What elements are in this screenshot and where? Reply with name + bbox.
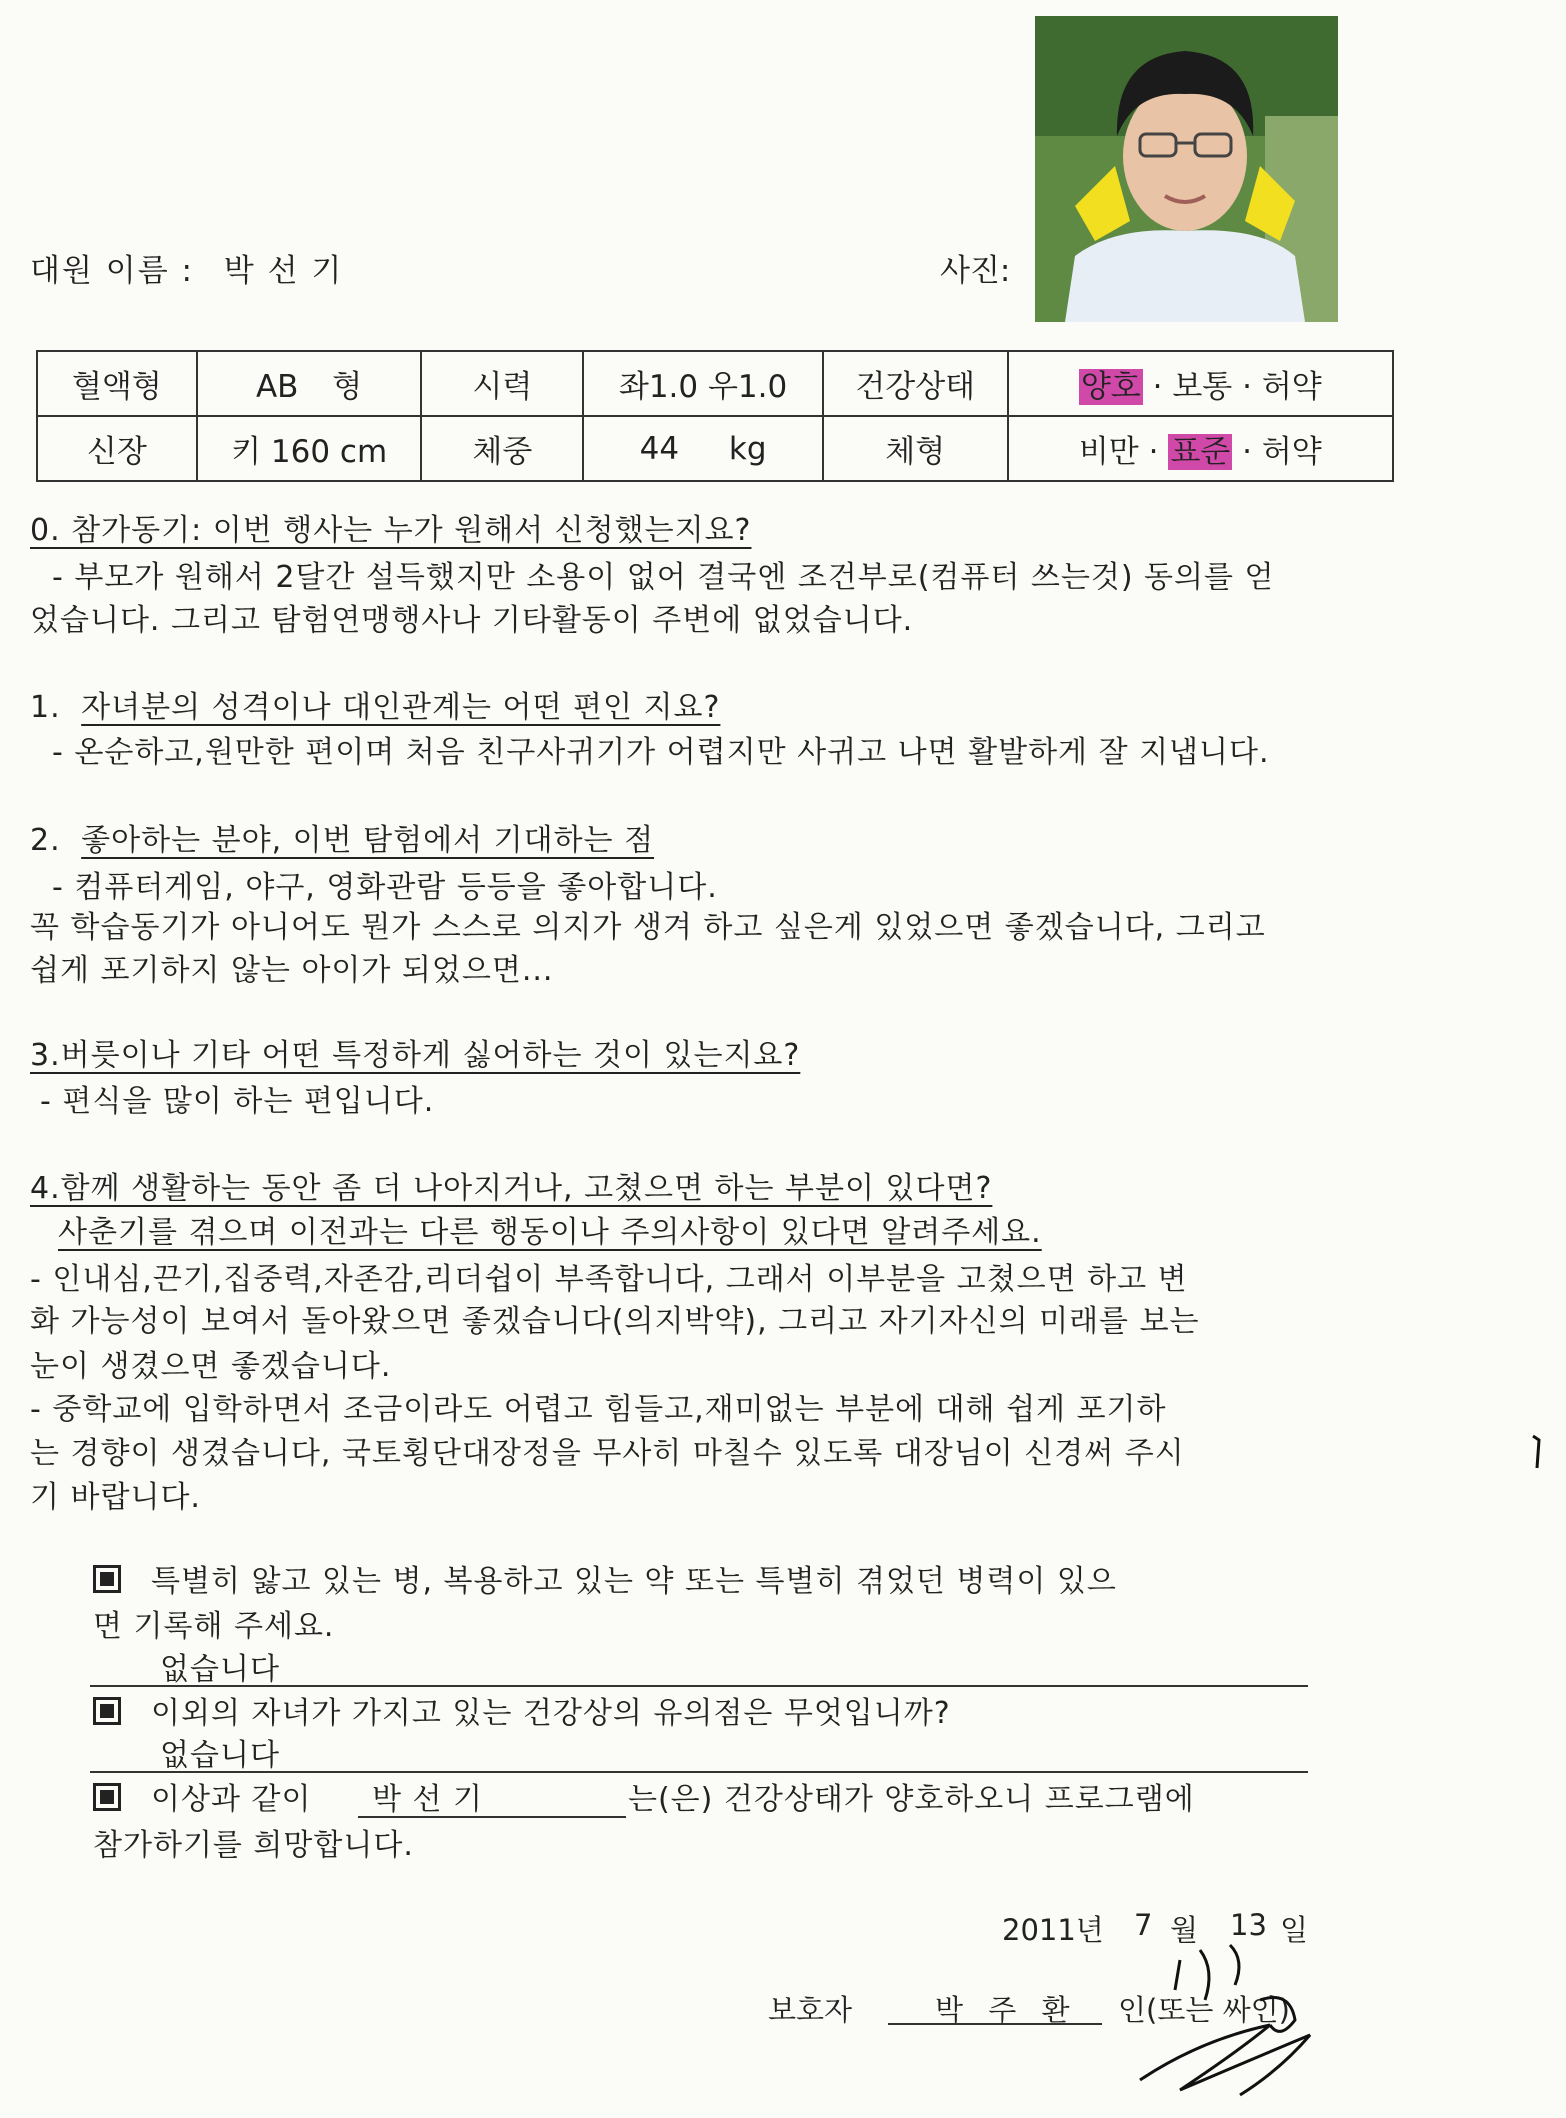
handwritten-signature: [1120, 1930, 1350, 2110]
body-type-options: [1008, 416, 1393, 481]
checkbox-filled-icon: [93, 1783, 121, 1811]
health-item-3-prefix: 이상과 같이: [151, 1782, 312, 1817]
health-item-2-answer: 없습니다: [160, 1738, 280, 1773]
question-1: [30, 682, 720, 726]
health-item-2-text: 이외의 자녀가 가지고 있는 건강상의 유의점은 무엇입니까?: [151, 1696, 951, 1731]
question-2: [30, 815, 654, 859]
answer-2-line3: 쉽게 포기하지 않는 아이가 되었으면...: [30, 953, 554, 988]
date-month-label: 월: [1170, 1913, 1199, 1947]
weight-label: 체중: [421, 416, 583, 481]
table-row: [37, 351, 1393, 416]
sign-label: 인(또는 싸인): [1118, 1993, 1290, 2027]
question-4: [30, 1163, 992, 1207]
health-option-good: 양호: [1080, 369, 1141, 405]
health-item-1-line2: 면 기록해 주세요.: [93, 1609, 335, 1644]
blood-type-label: 혈액형: [37, 351, 197, 416]
table-row: [37, 416, 1393, 481]
health-item-3: [93, 1778, 311, 1821]
answer-4-line6: 기 바랍니다.: [30, 1480, 201, 1515]
photo-label: 사진:: [940, 253, 1011, 289]
date-day-number: 13: [1230, 1908, 1267, 1942]
separator: ·: [1242, 434, 1252, 470]
body-type-label: 체형: [823, 416, 1008, 481]
answer-4-line2: 화 가능성이 보여서 돌아왔으면 좋겠습니다(의지박약), 그리고 자기자신의 미래를 보는: [30, 1304, 1200, 1339]
answer-3-line1: - 편식을 많이 하는 편입니다.: [40, 1084, 435, 1119]
health-item-2: [93, 1692, 951, 1735]
body-option-standard: 표준: [1170, 434, 1231, 470]
answer-4-line4: - 중학교에 입학하면서 조금이라도 어렵고 힘들고,재미없는 부분에 대해 쉽게 포기하: [30, 1392, 1167, 1427]
answer-2-line2: 꼭 학습동기가 아니어도 뭔가 스스로 의지가 생겨 하고 싶은게 있었으면 좋겠습니다, 그리고: [30, 910, 1266, 945]
vision-value: 좌1.0 우1.0: [583, 351, 823, 416]
question-1-text: 자녀분의 성격이나 대인관계는 어떤 편인 지요?: [81, 690, 721, 725]
info-table: [36, 350, 1394, 482]
height-value: 키 160 cm: [197, 416, 422, 481]
checkbox-filled-icon: [93, 1565, 121, 1593]
answer-4-line1: - 인내심,끈기,집중력,자존감,리더쉽이 부족합니다, 그래서 이부분을 고쳤으면 하고 변: [30, 1262, 1188, 1297]
answer-underline: [90, 1771, 1308, 1773]
answer-underline: [90, 1685, 1308, 1687]
member-name-label: 대원 이름 :: [30, 253, 194, 289]
answer-2-line1: - 컴퓨터게임, 야구, 영화관람 등등을 좋아합니다.: [52, 870, 718, 905]
guardian-label: 보호자: [768, 1993, 853, 2027]
health-item-1-answer: 없습니다: [160, 1652, 280, 1687]
health-status-label: 건강상태: [823, 351, 1008, 416]
question-3: [30, 1030, 800, 1074]
date-day-label: 일: [1280, 1913, 1309, 1947]
health-item-1: [93, 1560, 1117, 1603]
health-option-weak: 허약: [1261, 369, 1322, 405]
blood-type-value: AB 형: [197, 351, 422, 416]
answer-1-line1: - 온순하고,원만한 편이며 처음 친구사귀기가 어렵지만 사귀고 나면 활발하게 잘 지냅니다.: [52, 735, 1270, 770]
margin-mark: [1530, 1432, 1544, 1472]
question-2-number: 2.: [30, 823, 61, 858]
weight-value: 44 kg: [583, 416, 823, 481]
answer-0-line2: 었습니다. 그리고 탐험연맹행사나 기타활동이 주변에 없었습니다.: [30, 603, 914, 638]
question-0: [30, 505, 751, 549]
guardian-name: 박 주 환: [935, 1993, 1078, 2027]
health-item-3-name: 박 선 기: [372, 1782, 484, 1817]
body-option-obese: 비만: [1078, 434, 1139, 470]
vision-label: 시력: [421, 351, 583, 416]
height-label: 신장: [37, 416, 197, 481]
separator: ·: [1152, 369, 1163, 405]
name-underline: [358, 1816, 626, 1818]
date-month-number: 7: [1134, 1908, 1153, 1942]
body-option-slim: 허약: [1261, 434, 1322, 470]
separator: ·: [1148, 434, 1159, 470]
date-year: 2011년: [1002, 1913, 1104, 1947]
answer-4-line5: 는 경향이 생겼습니다, 국토횡단대장정을 무사히 마칠수 있도록 대장님이 신경써 주시: [30, 1436, 1185, 1471]
health-item-3-line2: 참가하기를 희망합니다.: [93, 1828, 414, 1863]
guardian-underline: [888, 2023, 1102, 2025]
question-0-text: 0. 참가동기: 이번 행사는 누가 원해서 신청했는지요?: [30, 513, 752, 548]
member-name-line: [30, 245, 343, 290]
applicant-photo: [1035, 16, 1338, 322]
question-4-text: 4.함께 생활하는 동안 좀 더 나아지거나, 고쳤으면 하는 부분이 있다면?: [30, 1171, 993, 1206]
answer-4-line3: 눈이 생겼으면 좋겠습니다.: [30, 1349, 392, 1384]
question-1-number: 1.: [30, 690, 61, 725]
health-status-options: [1008, 351, 1393, 416]
member-name-value: 박 선 기: [223, 253, 344, 289]
answer-0-line1: - 부모가 원해서 2달간 설득했지만 소용이 없어 결국엔 조건부로(컴퓨터 쓰는것) 동의를 얻: [52, 560, 1275, 595]
question-3-text: 3.버릇이나 기타 어떤 특정하게 싫어하는 것이 있는지요?: [30, 1038, 801, 1073]
question-4-text-line2: 사춘기를 겪으며 이전과는 다른 행동이나 주의사항이 있다면 알려주세요.: [58, 1215, 1042, 1250]
checkbox-filled-icon: [93, 1697, 121, 1725]
health-option-normal: 보통: [1172, 369, 1233, 405]
question-2-text: 좋아하는 분야, 이번 탐험에서 기대하는 점: [81, 823, 655, 858]
health-item-1-text: 특별히 앓고 있는 병, 복용하고 있는 약 또는 특별히 겪었던 병력이 있으: [151, 1564, 1117, 1599]
separator: ·: [1242, 369, 1252, 405]
health-item-3-suffix: 는(은) 건강상태가 양호하오니 프로그램에: [628, 1782, 1195, 1817]
question-4-line2: [58, 1207, 1042, 1251]
